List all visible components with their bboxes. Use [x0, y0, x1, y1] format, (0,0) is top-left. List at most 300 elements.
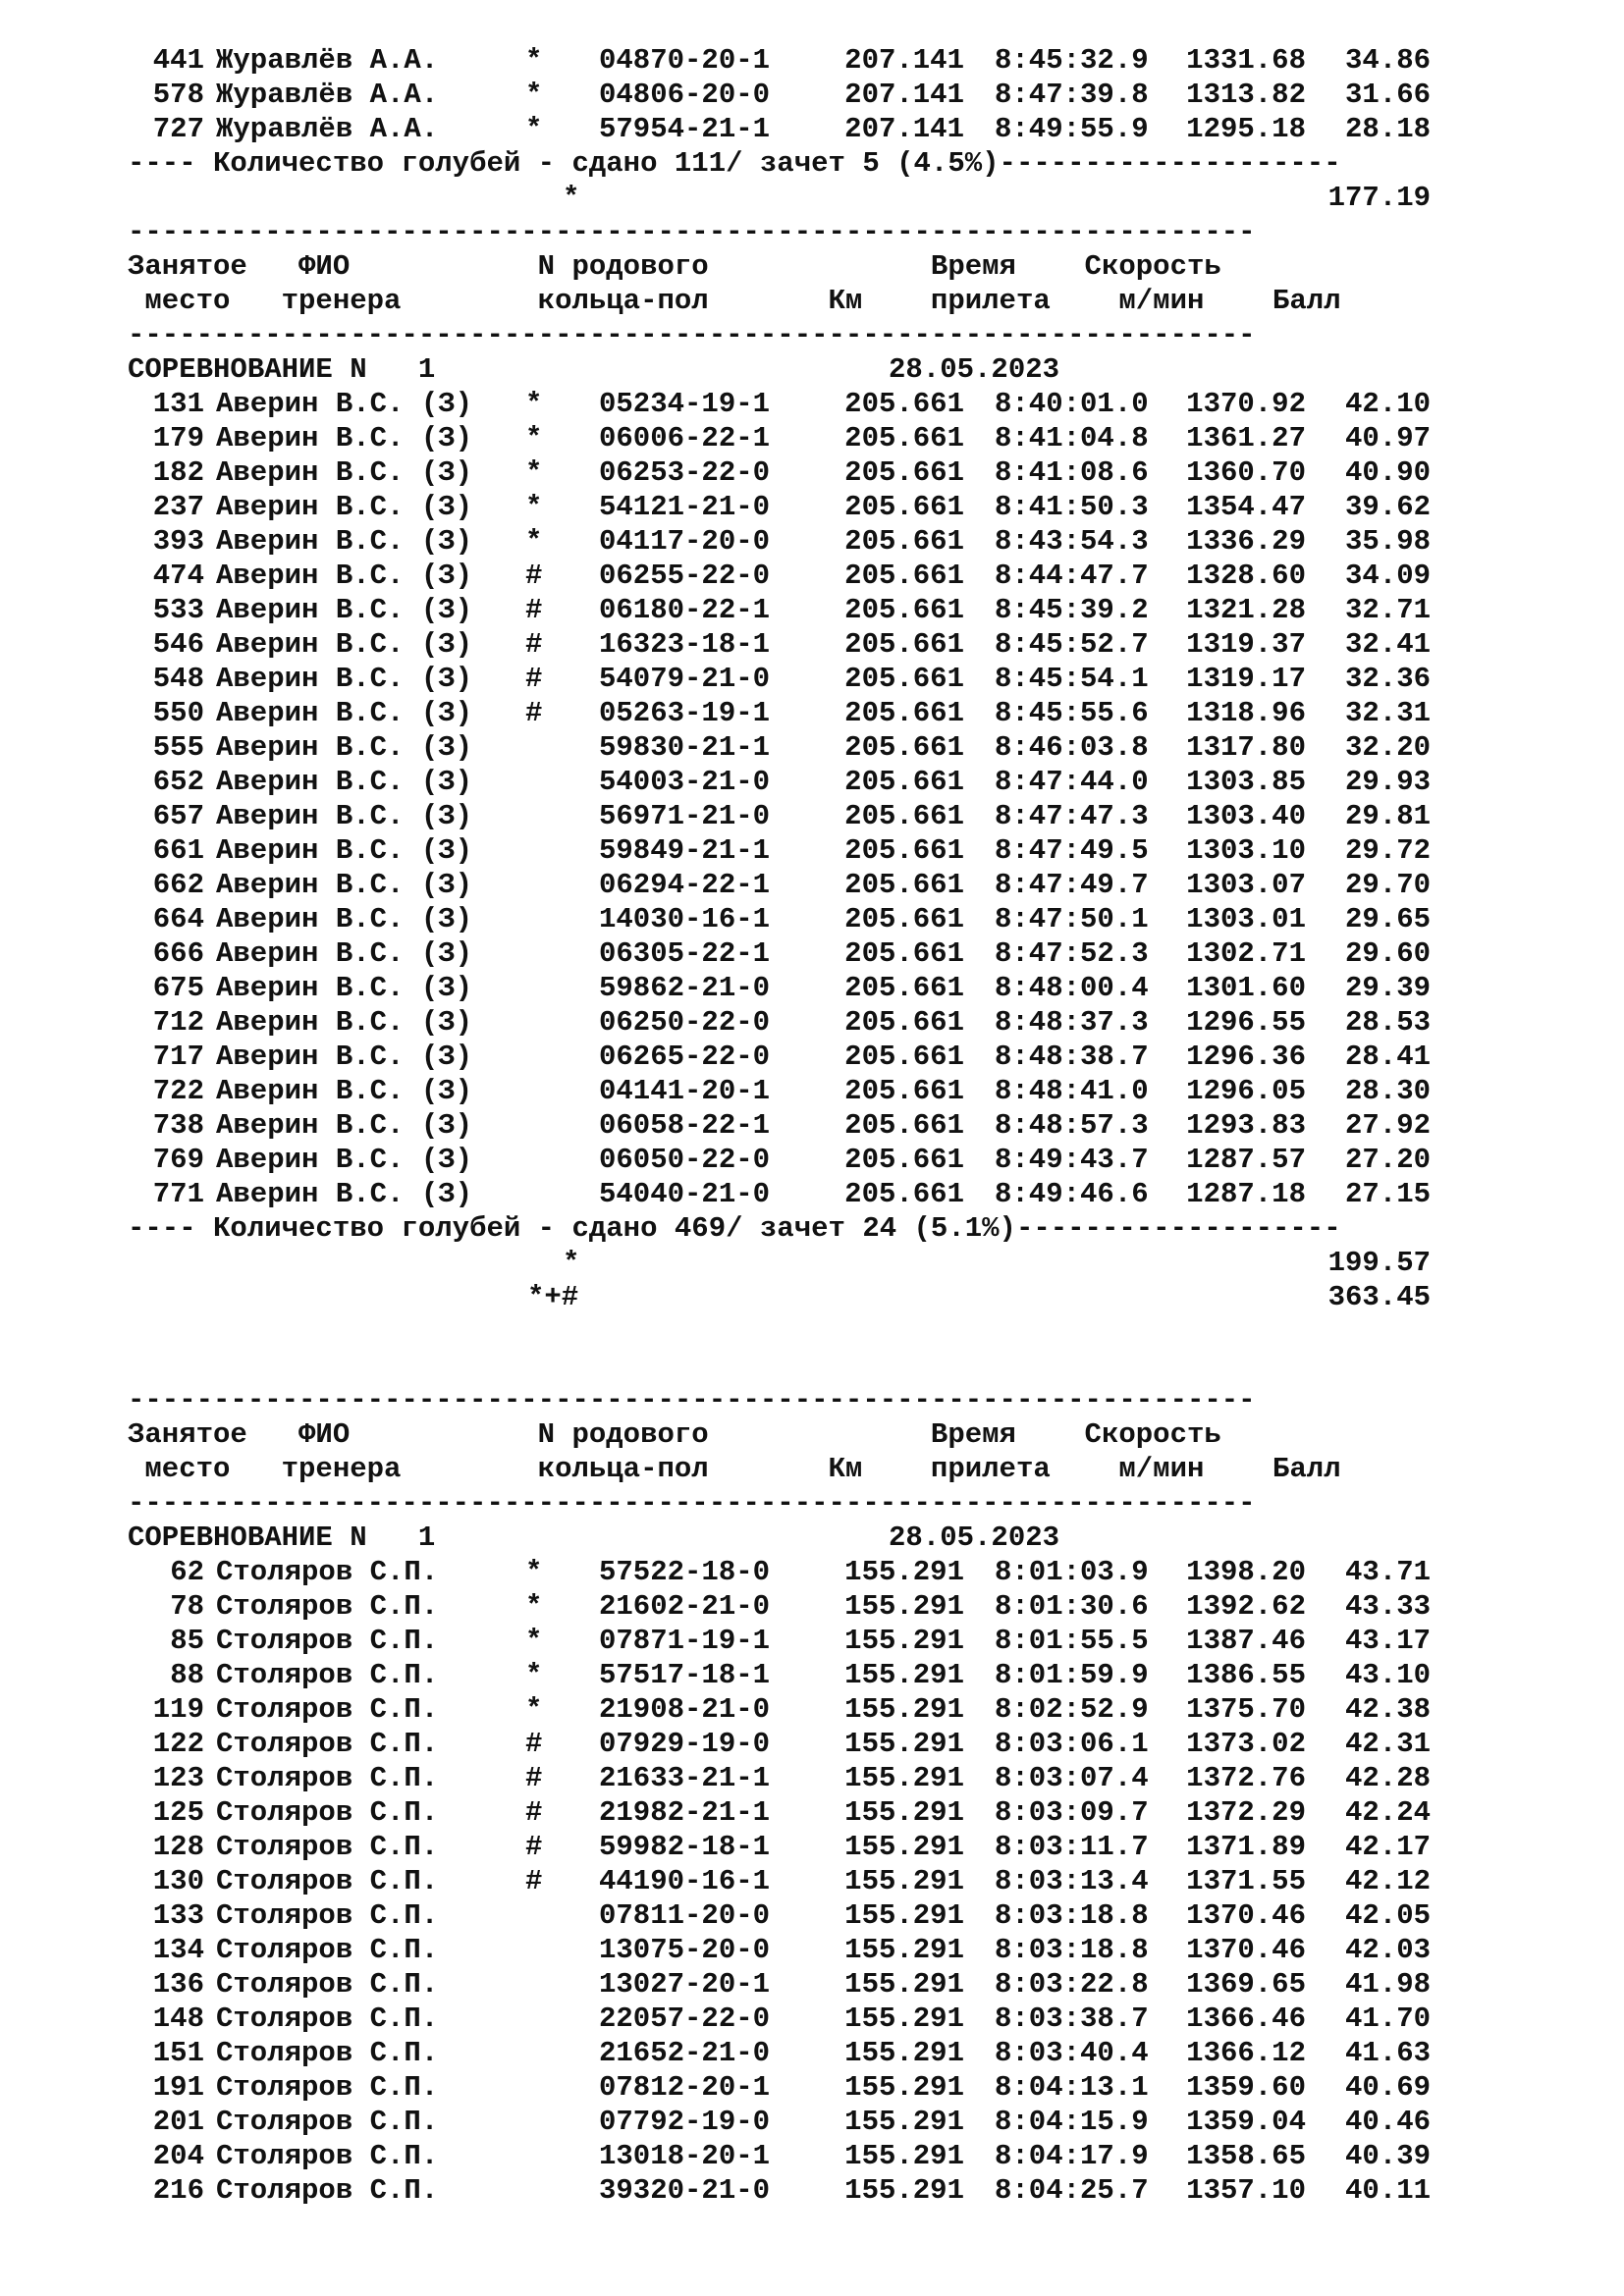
- ring-cell: 14030-16-1: [599, 903, 771, 935]
- ring-cell: 59982-18-1: [599, 1831, 771, 1863]
- time-cell: 8:03:11.7: [995, 1831, 1149, 1863]
- result-row: [0, 1933, 1624, 1967]
- speed-cell: 1361.27: [1186, 422, 1306, 454]
- place-cell: 771: [152, 1178, 204, 1210]
- section-rows: [0, 1555, 1624, 2208]
- divider: ------------------------------------------------------------------: [128, 1487, 1256, 1520]
- ring-cell: 56971-21-0: [599, 800, 771, 832]
- km-cell: 155.291: [844, 1762, 964, 1794]
- speed-cell: 1295.18: [1186, 113, 1306, 145]
- time-cell: 8:04:17.9: [995, 2140, 1149, 2172]
- result-row: [0, 765, 1624, 799]
- result-row: [0, 2139, 1624, 2173]
- trainer-cell: Журавлёв А.А.: [216, 44, 439, 77]
- ring-cell: 07871-19-1: [599, 1625, 771, 1657]
- trainer-cell: Аверин В.С. (З): [216, 1006, 473, 1039]
- ring-cell: 06265-22-0: [599, 1041, 771, 1073]
- speed-cell: 1303.01: [1186, 903, 1306, 935]
- score-cell: 39.62: [1344, 491, 1431, 523]
- result-row: [0, 43, 1624, 78]
- score-cell: 28.41: [1344, 1041, 1431, 1073]
- km-cell: 155.291: [844, 1556, 964, 1588]
- speed-cell: 1366.12: [1186, 2037, 1306, 2069]
- summary-text: ---- Количество голубей - сдано 111/ зачет 5 (4.5%)--------------------: [128, 147, 1341, 180]
- mark-cell: *: [525, 79, 543, 111]
- competition-title: СОРЕВНОВАНИЕ N 1: [128, 353, 436, 386]
- place-cell: 727: [152, 113, 204, 145]
- km-cell: 205.661: [844, 1041, 964, 1073]
- speed-cell: 1359.04: [1186, 2106, 1306, 2138]
- result-row: [0, 1589, 1624, 1624]
- time-cell: 8:49:46.6: [995, 1178, 1149, 1210]
- total-mark: *+#: [527, 1281, 579, 1313]
- results-document: [0, 43, 1624, 2208]
- km-cell: 155.291: [844, 1865, 964, 1897]
- speed-cell: 1370.46: [1186, 1934, 1306, 1966]
- km-cell: 205.661: [844, 697, 964, 729]
- time-cell: 8:01:55.5: [995, 1625, 1149, 1657]
- place-cell: 474: [152, 560, 204, 592]
- ring-cell: 21908-21-0: [599, 1693, 771, 1726]
- score-cell: 40.97: [1344, 422, 1431, 454]
- speed-cell: 1372.29: [1186, 1796, 1306, 1829]
- place-cell: 191: [152, 2071, 204, 2104]
- trainer-cell: Аверин В.С. (З): [216, 869, 473, 901]
- time-cell: 8:03:18.8: [995, 1899, 1149, 1932]
- place-cell: 769: [152, 1144, 204, 1176]
- result-row: [0, 971, 1624, 1005]
- mark-cell: *: [525, 388, 543, 420]
- ring-cell: 44190-16-1: [599, 1865, 771, 1897]
- place-cell: 130: [152, 1865, 204, 1897]
- time-cell: 8:03:07.4: [995, 1762, 1149, 1794]
- trainer-cell: Столяров С.П.: [216, 2106, 439, 2138]
- trainer-cell: Аверин В.С. (З): [216, 937, 473, 970]
- result-row: [0, 1005, 1624, 1040]
- speed-cell: 1321.28: [1186, 594, 1306, 626]
- time-cell: 8:49:43.7: [995, 1144, 1149, 1176]
- score-cell: 27.15: [1344, 1178, 1431, 1210]
- ring-cell: 59830-21-1: [599, 731, 771, 764]
- score-cell: 43.17: [1344, 1625, 1431, 1657]
- place-cell: 125: [152, 1796, 204, 1829]
- place-cell: 201: [152, 2106, 204, 2138]
- score-cell: 35.98: [1344, 525, 1431, 558]
- time-cell: 8:03:40.4: [995, 2037, 1149, 2069]
- km-cell: 155.291: [844, 1625, 964, 1657]
- place-cell: 62: [170, 1556, 204, 1588]
- km-cell: 205.661: [844, 834, 964, 867]
- score-cell: 34.09: [1344, 560, 1431, 592]
- speed-cell: 1303.07: [1186, 869, 1306, 901]
- speed-cell: 1375.70: [1186, 1693, 1306, 1726]
- section-2: [0, 1383, 1624, 2208]
- place-cell: 133: [152, 1899, 204, 1932]
- competition-date: 28.05.2023: [889, 1522, 1060, 1554]
- km-cell: 205.661: [844, 422, 964, 454]
- total-value: 363.45: [1327, 1281, 1431, 1313]
- speed-cell: 1360.70: [1186, 456, 1306, 489]
- km-cell: 205.661: [844, 766, 964, 798]
- place-cell: 441: [152, 44, 204, 77]
- summary-text: ---- Количество голубей - сдано 469/ зачет 24 (5.1%)-------------------: [128, 1212, 1341, 1245]
- score-cell: 32.71: [1344, 594, 1431, 626]
- result-row: [0, 1143, 1624, 1177]
- km-cell: 205.661: [844, 731, 964, 764]
- score-cell: 40.39: [1344, 2140, 1431, 2172]
- ring-cell: 57522-18-0: [599, 1556, 771, 1588]
- section-1: [0, 215, 1624, 1314]
- divider: ------------------------------------------------------------------: [128, 216, 1256, 248]
- speed-cell: 1331.68: [1186, 44, 1306, 77]
- speed-cell: 1293.83: [1186, 1109, 1306, 1142]
- place-cell: 237: [152, 491, 204, 523]
- result-row: [0, 1795, 1624, 1830]
- place-cell: 657: [152, 800, 204, 832]
- km-cell: 205.661: [844, 937, 964, 970]
- ring-cell: 59862-21-0: [599, 972, 771, 1004]
- place-cell: 712: [152, 1006, 204, 1039]
- speed-cell: 1317.80: [1186, 731, 1306, 764]
- trainer-cell: Аверин В.С. (З): [216, 1144, 473, 1176]
- score-cell: 42.17: [1344, 1831, 1431, 1863]
- place-cell: 136: [152, 1968, 204, 2001]
- trainer-cell: Аверин В.С. (З): [216, 903, 473, 935]
- ring-cell: 06294-22-1: [599, 869, 771, 901]
- score-cell: 27.92: [1344, 1109, 1431, 1142]
- time-cell: 8:47:50.1: [995, 903, 1149, 935]
- score-cell: 40.69: [1344, 2071, 1431, 2104]
- score-cell: 42.03: [1344, 1934, 1431, 1966]
- km-cell: 155.291: [844, 1831, 964, 1863]
- km-cell: 205.661: [844, 560, 964, 592]
- score-cell: 29.72: [1344, 834, 1431, 867]
- speed-cell: 1336.29: [1186, 525, 1306, 558]
- speed-cell: 1287.57: [1186, 1144, 1306, 1176]
- time-cell: 8:47:44.0: [995, 766, 1149, 798]
- section-rows: [0, 387, 1624, 1211]
- time-cell: 8:41:50.3: [995, 491, 1149, 523]
- speed-cell: 1302.71: [1186, 937, 1306, 970]
- km-cell: 205.661: [844, 663, 964, 695]
- result-row: [0, 1074, 1624, 1108]
- speed-cell: 1392.62: [1186, 1590, 1306, 1623]
- trainer-cell: Столяров С.П.: [216, 1693, 439, 1726]
- trainer-cell: Аверин В.С. (З): [216, 1075, 473, 1107]
- score-cell: 42.38: [1344, 1693, 1431, 1726]
- trainer-cell: Журавлёв А.А.: [216, 113, 439, 145]
- score-cell: 34.86: [1344, 44, 1431, 77]
- speed-cell: 1398.20: [1186, 1556, 1306, 1588]
- trainer-cell: Столяров С.П.: [216, 2140, 439, 2172]
- time-cell: 8:03:22.8: [995, 1968, 1149, 2001]
- time-cell: 8:47:39.8: [995, 79, 1149, 111]
- place-cell: 134: [152, 1934, 204, 1966]
- ring-cell: 16323-18-1: [599, 628, 771, 661]
- result-row: [0, 1040, 1624, 1074]
- time-cell: 8:45:32.9: [995, 44, 1149, 77]
- km-cell: 205.661: [844, 628, 964, 661]
- trainer-cell: Столяров С.П.: [216, 1556, 439, 1588]
- km-cell: 155.291: [844, 2106, 964, 2138]
- km-cell: 205.661: [844, 456, 964, 489]
- mark-cell: #: [525, 663, 543, 695]
- place-cell: 548: [152, 663, 204, 695]
- ring-cell: 07792-19-0: [599, 2106, 771, 2138]
- speed-cell: 1370.46: [1186, 1899, 1306, 1932]
- result-row: [0, 524, 1624, 559]
- place-cell: 131: [152, 388, 204, 420]
- competition-line: [0, 1521, 1624, 1555]
- place-cell: 675: [152, 972, 204, 1004]
- header-line-1: [0, 249, 1624, 284]
- km-cell: 205.661: [844, 1006, 964, 1039]
- time-cell: 8:01:30.6: [995, 1590, 1149, 1623]
- km-cell: 155.291: [844, 1693, 964, 1726]
- result-row: [0, 799, 1624, 833]
- trainer-cell: Столяров С.П.: [216, 1728, 439, 1760]
- trainer-cell: Аверин В.С. (З): [216, 1178, 473, 1210]
- time-cell: 8:47:49.5: [995, 834, 1149, 867]
- score-cell: 28.30: [1344, 1075, 1431, 1107]
- speed-cell: 1357.10: [1186, 2174, 1306, 2207]
- trainer-cell: Столяров С.П.: [216, 1625, 439, 1657]
- place-cell: 179: [152, 422, 204, 454]
- result-row: [0, 868, 1624, 902]
- trainer-cell: Аверин В.С. (З): [216, 1109, 473, 1142]
- km-cell: 205.661: [844, 972, 964, 1004]
- total-mark: *: [563, 1247, 580, 1279]
- score-cell: 32.36: [1344, 663, 1431, 695]
- km-cell: 205.661: [844, 869, 964, 901]
- score-cell: 41.98: [1344, 1968, 1431, 2001]
- time-cell: 8:44:47.7: [995, 560, 1149, 592]
- trainer-cell: Столяров С.П.: [216, 1831, 439, 1863]
- score-cell: 32.31: [1344, 697, 1431, 729]
- result-row: [0, 490, 1624, 524]
- ring-cell: 13027-20-1: [599, 1968, 771, 2001]
- result-row: [0, 78, 1624, 112]
- header-text: Занятое ФИО N родового Время Скорость: [128, 250, 1221, 283]
- mark-cell: *: [525, 1590, 543, 1623]
- speed-cell: 1371.55: [1186, 1865, 1306, 1897]
- score-cell: 29.70: [1344, 869, 1431, 901]
- place-cell: 88: [170, 1659, 204, 1691]
- time-cell: 8:02:52.9: [995, 1693, 1149, 1726]
- km-cell: 205.661: [844, 1144, 964, 1176]
- ring-cell: 13075-20-0: [599, 1934, 771, 1966]
- time-cell: 8:45:54.1: [995, 663, 1149, 695]
- score-cell: 42.05: [1344, 1899, 1431, 1932]
- time-cell: 8:04:13.1: [995, 2071, 1149, 2104]
- score-cell: 29.81: [1344, 800, 1431, 832]
- trainer-cell: Столяров С.П.: [216, 1590, 439, 1623]
- time-cell: 8:46:03.8: [995, 731, 1149, 764]
- km-cell: 207.141: [844, 44, 964, 77]
- trainer-cell: Аверин В.С. (З): [216, 456, 473, 489]
- header-text: место тренера кольца-пол Км прилета м/мин Балл: [128, 285, 1341, 317]
- result-row: [0, 1727, 1624, 1761]
- speed-cell: 1370.92: [1186, 388, 1306, 420]
- place-cell: 666: [152, 937, 204, 970]
- place-cell: 652: [152, 766, 204, 798]
- place-cell: 555: [152, 731, 204, 764]
- mark-cell: *: [525, 525, 543, 558]
- score-cell: 29.39: [1344, 972, 1431, 1004]
- trainer-cell: Аверин В.С. (З): [216, 663, 473, 695]
- ring-cell: 54079-21-0: [599, 663, 771, 695]
- score-cell: 28.53: [1344, 1006, 1431, 1039]
- result-row: [0, 2173, 1624, 2208]
- speed-cell: 1387.46: [1186, 1625, 1306, 1657]
- km-cell: 155.291: [844, 1968, 964, 2001]
- time-cell: 8:45:39.2: [995, 594, 1149, 626]
- mark-cell: #: [525, 1762, 543, 1794]
- divider-line: [0, 1486, 1624, 1521]
- result-row: [0, 1898, 1624, 1933]
- time-cell: 8:47:52.3: [995, 937, 1149, 970]
- km-cell: 205.661: [844, 491, 964, 523]
- km-cell: 205.661: [844, 525, 964, 558]
- gap: [0, 1314, 1624, 1383]
- score-cell: 41.63: [1344, 2037, 1431, 2069]
- speed-cell: 1319.17: [1186, 663, 1306, 695]
- trainer-cell: Аверин В.С. (З): [216, 800, 473, 832]
- trainer-cell: Аверин В.С. (З): [216, 972, 473, 1004]
- mark-cell: *: [525, 1693, 543, 1726]
- result-row: [0, 1108, 1624, 1143]
- km-cell: 155.291: [844, 2071, 964, 2104]
- result-row: [0, 902, 1624, 936]
- ring-cell: 06058-22-1: [599, 1109, 771, 1142]
- ring-cell: 21982-21-1: [599, 1796, 771, 1829]
- speed-cell: 1296.36: [1186, 1041, 1306, 1073]
- score-cell: 43.71: [1344, 1556, 1431, 1588]
- result-row: [0, 1864, 1624, 1898]
- score-cell: 29.65: [1344, 903, 1431, 935]
- time-cell: 8:48:41.0: [995, 1075, 1149, 1107]
- mark-cell: #: [525, 628, 543, 661]
- trainer-cell: Аверин В.С. (З): [216, 560, 473, 592]
- time-cell: 8:45:52.7: [995, 628, 1149, 661]
- trainer-cell: Столяров С.П.: [216, 1762, 439, 1794]
- time-cell: 8:04:25.7: [995, 2174, 1149, 2207]
- ring-cell: 54040-21-0: [599, 1178, 771, 1210]
- result-row: [0, 2105, 1624, 2139]
- km-cell: 155.291: [844, 1796, 964, 1829]
- km-cell: 205.661: [844, 800, 964, 832]
- mark-cell: *: [525, 113, 543, 145]
- score-cell: 40.46: [1344, 2106, 1431, 2138]
- speed-cell: 1358.65: [1186, 2140, 1306, 2172]
- header-line-2: [0, 1452, 1624, 1486]
- trainer-cell: Столяров С.П.: [216, 2174, 439, 2207]
- speed-cell: 1287.18: [1186, 1178, 1306, 1210]
- trainer-cell: Столяров С.П.: [216, 2071, 439, 2104]
- place-cell: 546: [152, 628, 204, 661]
- km-cell: 205.661: [844, 1075, 964, 1107]
- trainer-cell: Журавлёв А.А.: [216, 79, 439, 111]
- result-row: [0, 2070, 1624, 2105]
- ring-cell: 04141-20-1: [599, 1075, 771, 1107]
- place-cell: 550: [152, 697, 204, 729]
- top-block: [0, 43, 1624, 215]
- trainer-cell: Столяров С.П.: [216, 2037, 439, 2069]
- total-line: [0, 1280, 1624, 1314]
- place-cell: 182: [152, 456, 204, 489]
- result-row: [0, 1555, 1624, 1589]
- trainer-cell: Аверин В.С. (З): [216, 594, 473, 626]
- place-cell: 738: [152, 1109, 204, 1142]
- speed-cell: 1303.40: [1186, 800, 1306, 832]
- ring-cell: 06250-22-0: [599, 1006, 771, 1039]
- trainer-cell: Аверин В.С. (З): [216, 766, 473, 798]
- trainer-cell: Аверин В.С. (З): [216, 697, 473, 729]
- place-cell: 78: [170, 1590, 204, 1623]
- ring-cell: 07811-20-0: [599, 1899, 771, 1932]
- time-cell: 8:48:38.7: [995, 1041, 1149, 1073]
- total-value: 177.19: [1327, 182, 1431, 214]
- km-cell: 155.291: [844, 1899, 964, 1932]
- time-cell: 8:48:00.4: [995, 972, 1149, 1004]
- competition-date: 28.05.2023: [889, 353, 1060, 386]
- km-cell: 155.291: [844, 1728, 964, 1760]
- result-row: [0, 662, 1624, 696]
- score-cell: 32.20: [1344, 731, 1431, 764]
- summary-line: [0, 146, 1624, 181]
- km-cell: 155.291: [844, 2140, 964, 2172]
- trainer-cell: Аверин В.С. (З): [216, 1041, 473, 1073]
- result-row: [0, 1177, 1624, 1211]
- time-cell: 8:45:55.6: [995, 697, 1149, 729]
- speed-cell: 1319.37: [1186, 628, 1306, 661]
- result-row: [0, 387, 1624, 421]
- place-cell: 123: [152, 1762, 204, 1794]
- ring-cell: 57954-21-1: [599, 113, 771, 145]
- total-mark: *: [563, 182, 580, 214]
- mark-cell: #: [525, 594, 543, 626]
- speed-cell: 1301.60: [1186, 972, 1306, 1004]
- speed-cell: 1303.85: [1186, 766, 1306, 798]
- score-cell: 42.10: [1344, 388, 1431, 420]
- time-cell: 8:04:15.9: [995, 2106, 1149, 2138]
- result-row: [0, 455, 1624, 490]
- place-cell: 662: [152, 869, 204, 901]
- time-cell: 8:41:08.6: [995, 456, 1149, 489]
- time-cell: 8:03:09.7: [995, 1796, 1149, 1829]
- place-cell: 216: [152, 2174, 204, 2207]
- km-cell: 205.661: [844, 1178, 964, 1210]
- time-cell: 8:41:04.8: [995, 422, 1149, 454]
- trainer-cell: Аверин В.С. (З): [216, 491, 473, 523]
- divider: ------------------------------------------------------------------: [128, 1384, 1256, 1416]
- score-cell: 42.12: [1344, 1865, 1431, 1897]
- speed-cell: 1328.60: [1186, 560, 1306, 592]
- header-text: Занятое ФИО N родового Время Скорость: [128, 1418, 1221, 1451]
- speed-cell: 1371.89: [1186, 1831, 1306, 1863]
- result-row: [0, 627, 1624, 662]
- mark-cell: *: [525, 422, 543, 454]
- result-row: [0, 696, 1624, 730]
- ring-cell: 05234-19-1: [599, 388, 771, 420]
- result-row: [0, 593, 1624, 627]
- trainer-cell: Аверин В.С. (З): [216, 422, 473, 454]
- trainer-cell: Аверин В.С. (З): [216, 834, 473, 867]
- mark-cell: *: [525, 1625, 543, 1657]
- total-value: 199.57: [1327, 1247, 1431, 1279]
- mark-cell: #: [525, 1865, 543, 1897]
- place-cell: 717: [152, 1041, 204, 1073]
